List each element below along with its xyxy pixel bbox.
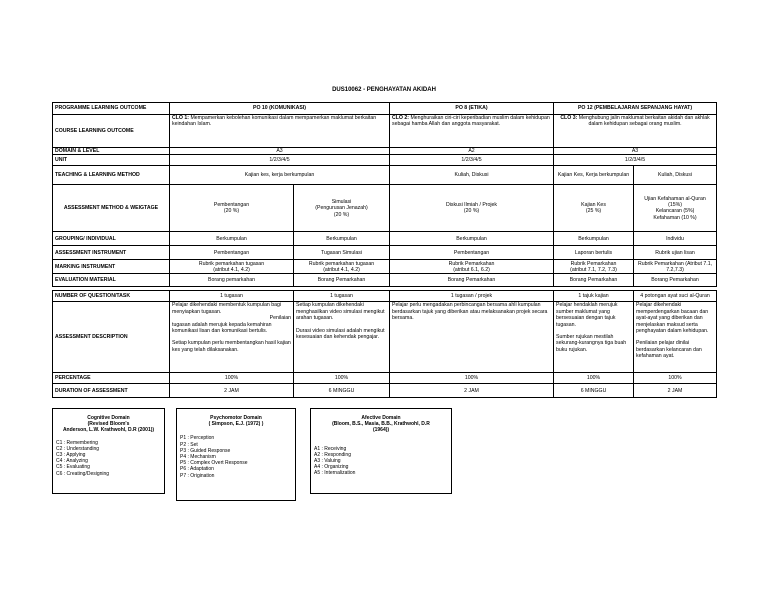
tlm-row xyxy=(53,166,717,185)
domain-clo1: A3 xyxy=(170,148,390,155)
description-b-part2: Durasi video simulasi adalah mengikut kesesuaian dan kehendak pengajar. xyxy=(296,327,385,341)
duration-b: 6 MINGGU xyxy=(294,384,390,398)
legend-item: P6 : Adaptation xyxy=(180,466,214,473)
description-e-part2: Penilaian pelajar dinilai berdasarkan kelancaran dan kefahaman ayat. xyxy=(636,340,702,360)
unit-clo3: 1/2/3/4/5 xyxy=(554,155,717,166)
percentage-row xyxy=(53,373,717,384)
description-c-part1: Pelajar perlu mengadakan perbincangan bersama ahli kumpulan berdasarkan tajuk yang diberikan atau melaksanakan projek secara bersama. xyxy=(392,302,548,322)
amw-e: Ujian Kefahaman al-Quran (15%) Kelancaran (5%) Kefahaman (10 %) xyxy=(634,185,717,232)
legend-item: P7 : Origination xyxy=(180,472,215,479)
number-d: 1 tajuk kajian xyxy=(554,291,634,302)
evaluation-label: EVALUATION MATERIAL xyxy=(53,274,170,287)
amw-label: ASSESSMENT METHOD & WEIGTAGE xyxy=(53,185,170,232)
plo-po10: PO 10 (KOMUNIKASI) xyxy=(170,103,390,115)
unit-row xyxy=(53,155,717,166)
percentage-e: 100% xyxy=(634,373,717,384)
affective-domain-heading: Afective Domain (Bloom, B.S., Masia, B.B., Krathwohl, D.R (1964)) xyxy=(332,415,430,434)
number-a: 1 tugasan xyxy=(170,291,294,302)
legend-item: A3 : Valuing xyxy=(314,458,341,465)
instrument-c: Pembentangan xyxy=(390,246,554,260)
assessment-matrix xyxy=(52,102,717,398)
duration-a: 2 JAM xyxy=(170,384,294,398)
legend-item: C6 : Creating/Designing xyxy=(56,470,110,477)
description-d-part2: Sumber rujukan mestilah sekurang-kurangnya tiga buah buku rujukan. xyxy=(556,334,627,353)
group-b: Berkumpulan xyxy=(294,232,390,246)
legend-item: C3 : Applying xyxy=(56,452,86,459)
duration-row xyxy=(53,384,717,398)
group-label: GROUPING/ INDIVIDUAL xyxy=(53,232,170,246)
clo1-cell xyxy=(170,115,390,148)
evaluation-e: Borang Pemarkahan xyxy=(634,274,717,287)
domain-clo3: A3 xyxy=(554,148,717,155)
description-row xyxy=(53,302,717,373)
marking-d: Rubrik Pemarkahan (atribut 7.1, 7.2, 7.3) xyxy=(554,260,634,274)
legend-item: A4 : Organizing xyxy=(314,464,349,471)
clo2-text: Menghuraikan ciri-ciri keperibadian muslim dalam kehidupan sebagai hamba Allah dan anggota masyarakat. xyxy=(392,115,550,128)
plo-label: PROGRAMME LEARNING OUTCOME xyxy=(53,103,170,115)
description-a xyxy=(170,302,294,373)
clo3-cell xyxy=(554,115,717,148)
instrument-b: Tugasan Simulasi xyxy=(294,246,390,260)
number-e: 4 potongan ayat suci al-Quran xyxy=(634,291,717,302)
amw-row xyxy=(53,185,717,232)
marking-e: Rubrik Pemarkahan (Atribut 7.1, 7.2,7.3) xyxy=(634,260,717,274)
legend-item: P3 : Guided Response xyxy=(180,447,231,454)
legend-item: P2 : Set xyxy=(180,441,198,448)
instrument-row xyxy=(53,246,717,260)
group-row xyxy=(53,232,717,246)
clo1-code: CLO 1: xyxy=(172,115,190,121)
description-d-part1: Pelajar hendaklah merujuk sumber maklumat yang bersesuaian dengan tajuk tugasan. xyxy=(556,302,618,328)
amw-c: Diskusi Ilmiah / Projek (20 %) xyxy=(390,185,554,232)
evaluation-row xyxy=(53,274,717,287)
psychomotor-domain-legend xyxy=(176,408,296,501)
clo3-code: CLO 3: xyxy=(560,115,578,121)
group-e: Individu xyxy=(634,232,717,246)
percentage-d: 100% xyxy=(554,373,634,384)
domain-row xyxy=(53,148,717,155)
duration-d: 6 MINGGU xyxy=(554,384,634,398)
evaluation-d: Borang Pemarkahan xyxy=(554,274,634,287)
marking-b: Rubrik pemarkahan tugasan (atribut 4.1, 4.2) xyxy=(294,260,390,274)
duration-e: 2 JAM xyxy=(634,384,717,398)
description-c xyxy=(390,302,554,373)
marking-a: Rubrik pemarkahan tugasan (atribut 4.1, 4.2) xyxy=(170,260,294,274)
legend-item: P4 : Mechanism xyxy=(180,454,216,461)
description-a-part4: Setiap kumpulan perlu membentangkan hasil kajian kes yang telah dilaksanakan. xyxy=(172,340,291,353)
amw-d: Kajian Kes (25 %) xyxy=(554,185,634,232)
number-c: 1 tugasan / projek xyxy=(390,291,554,302)
marking-label: MARKING INSTRUMENT xyxy=(53,260,170,274)
affective-domain-legend xyxy=(310,408,452,494)
percentage-c: 100% xyxy=(390,373,554,384)
tlm-clo3b: Kuliah, Diskusi xyxy=(634,166,717,185)
clo2-cell xyxy=(390,115,554,148)
unit-clo1: 1/2/3/4/5 xyxy=(170,155,390,166)
description-a-part3: tugasan adalah merujuk kepada kemahiran komunikasi lisan dan komunikasi bertulis. xyxy=(172,321,272,335)
description-e-part1: Pelajar dikehendaki memperdengarkan bacaan dan ayat-ayat yang diberikan dan menjelaskan maksud serta penghayatan dalam kehidupan. xyxy=(636,302,709,335)
clo2-code: CLO 2: xyxy=(392,115,410,121)
plo-po8: PO 8 (ETIKA) xyxy=(390,103,554,115)
clo3-text: Menghubung jalin maklumat berkaitan akidah dan akhlak dalam kehidupan sebagai orang muslim. xyxy=(577,115,710,128)
instrument-e: Rubrik ujian lisan xyxy=(634,246,717,260)
tlm-clo1: Kajian kes, kerja berkumpulan xyxy=(170,166,390,185)
number-b: 1 tugasan xyxy=(294,291,390,302)
legend-item: A2 : Responding xyxy=(314,451,351,458)
description-b-part1: Setiap kumpulan dikehendaki menghasilkan video simulasi mengikut arahan tugasan. xyxy=(296,302,385,322)
psychomotor-domain-list xyxy=(177,435,295,478)
domain-label: DOMAIN & LEVEL xyxy=(53,148,170,155)
legend-item: C5 : Evaluating xyxy=(56,464,90,471)
description-a-part1: Pelajar dikehendaki membentuk kumpulan bagi menyiapkan tugasan. xyxy=(172,302,282,315)
clo-row xyxy=(53,115,717,148)
plo-po12: PO 12 (PEMBELAJARAN SEPANJANG HAYAT) xyxy=(554,103,717,115)
psychomotor-domain-heading: Psychomotor Domain ( Simpson, E.J. (1972) ) xyxy=(208,415,264,428)
affective-domain-list xyxy=(311,446,451,477)
tlm-clo2: Kuliah, Diskusi xyxy=(390,166,554,185)
legend-item: C4 : Analyzing xyxy=(56,458,88,465)
amw-a: Pembentangan (20 %) xyxy=(170,185,294,232)
cognitive-domain-list xyxy=(53,440,164,477)
tlm-label: TEACHING & LEARNING METHOD xyxy=(53,166,170,185)
duration-label: DURATION OF ASSESSMENT xyxy=(53,384,170,398)
instrument-a: Pembentangan xyxy=(170,246,294,260)
legend-item: A1 : Receiving xyxy=(314,445,347,452)
marking-c: Rubrik Pemarkahan (atribut 6.1, 6.2) xyxy=(390,260,554,274)
amw-b: Simulasi (Pengurusan Jenazah) (20 %) xyxy=(294,185,390,232)
number-label: NUMBER OF QUESTION/TASK xyxy=(53,291,170,302)
evaluation-a: Borang pemarkahan xyxy=(170,274,294,287)
marking-row xyxy=(53,260,717,274)
description-a-part2: Penilaian xyxy=(269,315,291,322)
legend-item: P5 : Complex Overt Response xyxy=(180,460,248,467)
plo-row xyxy=(53,103,717,115)
description-d xyxy=(554,302,634,373)
unit-clo2: 1/2/3/4/5 xyxy=(390,155,554,166)
duration-c: 2 JAM xyxy=(390,384,554,398)
legend-item: C2 : Understanding xyxy=(56,445,100,452)
percentage-label: PERCENTAGE xyxy=(53,373,170,384)
cognitive-domain-heading: Cognitive Domain (Revised Bloom's Anderson, L.W. Krathwohl, D.R (2001)) xyxy=(62,415,155,434)
clo-label: COURSE LEARNING OUTCOME xyxy=(53,115,170,148)
group-a: Berkumpulan xyxy=(170,232,294,246)
evaluation-c: Borang Pemarkahan xyxy=(390,274,554,287)
instrument-d: Laporan bertulis xyxy=(554,246,634,260)
document-title: DUS10062 - PENGHAYATAN AKIDAH xyxy=(332,87,436,93)
percentage-b: 100% xyxy=(294,373,390,384)
clo1-text: Mempamerkan kebolehan komunikasi dalam mempamerkan maklumat berkaitan keindahan Islam. xyxy=(172,115,377,128)
number-row xyxy=(53,291,717,302)
group-d: Berkumpulan xyxy=(554,232,634,246)
instrument-label: ASSESSMENT INSTRUMENT xyxy=(53,246,170,260)
unit-label: UNIT xyxy=(53,155,170,166)
tlm-clo3a: Kajian Kes, Kerja berkumpulan xyxy=(554,166,634,185)
description-e xyxy=(634,302,717,373)
group-c: Berkumpulan xyxy=(390,232,554,246)
cognitive-domain-legend xyxy=(52,408,165,494)
domain-clo2: A2 xyxy=(390,148,554,155)
legend-item: P1 : Perception xyxy=(180,435,215,442)
description-b xyxy=(294,302,390,373)
legend-item: C1 : Remembering xyxy=(56,439,98,446)
legend-item: A5 : Internalization xyxy=(314,470,356,477)
percentage-a: 100% xyxy=(170,373,294,384)
description-label: ASSESSMENT DESCRIPTION xyxy=(53,302,170,373)
evaluation-b: Borang Pemarkahan xyxy=(294,274,390,287)
